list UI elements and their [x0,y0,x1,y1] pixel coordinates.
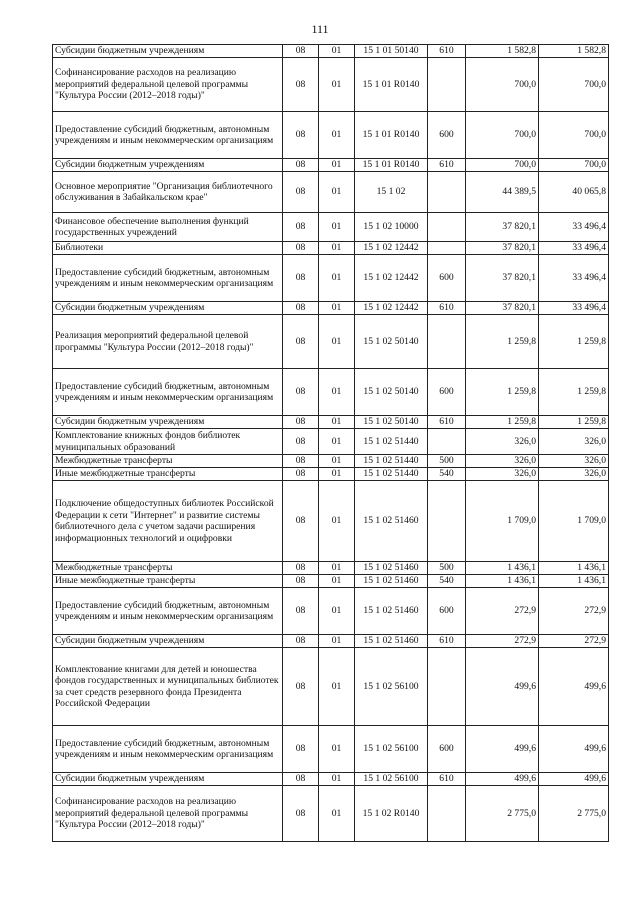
row-amount-2: 326,0 [539,429,609,455]
row-section: 08 [283,416,319,429]
row-subsection: 01 [319,575,355,588]
row-amount-2: 33 496,4 [539,213,609,242]
row-expense-type: 600 [428,588,466,635]
row-target-article: 15 1 02 51440 [355,429,428,455]
row-section: 08 [283,429,319,455]
row-subsection: 01 [319,315,355,369]
table-row [53,726,609,773]
row-expense-type: 600 [428,726,466,773]
budget-table [52,44,609,842]
row-amount-2: 2 775,0 [539,786,609,842]
row-amount-2: 700,0 [539,112,609,159]
table-row [53,302,609,315]
row-section: 08 [283,588,319,635]
row-name: Библиотеки [53,242,283,255]
row-subsection: 01 [319,369,355,416]
row-subsection: 01 [319,773,355,786]
row-expense-type: 610 [428,159,466,172]
row-subsection: 01 [319,562,355,575]
row-name: Предоставление субсидий бюджетным, автономным учреждениям и иным некоммерческим организациям [53,112,283,159]
row-name: Субсидии бюджетным учреждениям [53,45,283,58]
row-amount-1: 272,9 [466,635,539,648]
row-section: 08 [283,255,319,302]
row-subsection: 01 [319,58,355,112]
row-amount-1: 37 820,1 [466,255,539,302]
row-name: Субсидии бюджетным учреждениям [53,302,283,315]
row-amount-1: 1 436,1 [466,575,539,588]
table-row [53,369,609,416]
row-section: 08 [283,159,319,172]
row-amount-2: 33 496,4 [539,255,609,302]
row-section: 08 [283,45,319,58]
row-amount-2: 499,6 [539,648,609,726]
row-section: 08 [283,773,319,786]
row-name: Софинансирование расходов на реализацию мероприятий федеральной целевой программы "Культура России (2012–2018 годы)" [53,58,283,112]
row-name: Субсидии бюджетным учреждениям [53,159,283,172]
row-amount-1: 1 582,8 [466,45,539,58]
table-row [53,172,609,213]
row-subsection: 01 [319,455,355,468]
row-subsection: 01 [319,786,355,842]
row-target-article: 15 1 02 10000 [355,213,428,242]
row-amount-1: 37 820,1 [466,302,539,315]
row-expense-type: 610 [428,416,466,429]
row-target-article: 15 1 02 51460 [355,481,428,562]
row-section: 08 [283,172,319,213]
row-name: Предоставление субсидий бюджетным, автономным учреждениям и иным некоммерческим организациям [53,726,283,773]
row-target-article: 15 1 02 51460 [355,635,428,648]
row-amount-1: 1 259,8 [466,369,539,416]
row-subsection: 01 [319,635,355,648]
row-subsection: 01 [319,429,355,455]
row-target-article: 15 1 02 51440 [355,468,428,481]
row-subsection: 01 [319,159,355,172]
row-amount-1: 2 775,0 [466,786,539,842]
row-amount-1: 37 820,1 [466,213,539,242]
row-target-article: 15 1 02 50140 [355,315,428,369]
row-expense-type: 610 [428,635,466,648]
row-amount-1: 1 259,8 [466,315,539,369]
row-amount-2: 326,0 [539,468,609,481]
row-subsection: 01 [319,242,355,255]
table-row [53,255,609,302]
row-amount-1: 700,0 [466,159,539,172]
table-row [53,315,609,369]
row-target-article: 15 1 01 50140 [355,45,428,58]
row-amount-2: 1 259,8 [539,369,609,416]
row-name: Межбюджетные трансферты [53,562,283,575]
row-amount-2: 1 436,1 [539,562,609,575]
row-target-article: 15 1 01 R0140 [355,112,428,159]
row-amount-2: 1 582,8 [539,45,609,58]
row-amount-2: 272,9 [539,588,609,635]
row-subsection: 01 [319,726,355,773]
row-amount-1: 499,6 [466,648,539,726]
row-name: Субсидии бюджетным учреждениям [53,416,283,429]
row-section: 08 [283,575,319,588]
row-name: Предоставление субсидий бюджетным, автономным учреждениям и иным некоммерческим организациям [53,369,283,416]
row-name: Основное мероприятие "Организация библиотечного обслуживания в Забайкальском крае" [53,172,283,213]
row-name: Межбюджетные трансферты [53,455,283,468]
row-amount-2: 499,6 [539,726,609,773]
row-expense-type: 540 [428,468,466,481]
row-amount-1: 326,0 [466,429,539,455]
table-row [53,58,609,112]
row-amount-2: 499,6 [539,773,609,786]
row-section: 08 [283,302,319,315]
row-section: 08 [283,635,319,648]
row-section: 08 [283,112,319,159]
row-section: 08 [283,58,319,112]
table-row [53,786,609,842]
table-row [53,635,609,648]
row-amount-2: 1 259,8 [539,315,609,369]
row-amount-2: 1 259,8 [539,416,609,429]
row-expense-type: 610 [428,773,466,786]
row-target-article: 15 1 02 12442 [355,302,428,315]
table-row [53,455,609,468]
table-row [53,416,609,429]
row-target-article: 15 1 02 [355,172,428,213]
table-row [53,562,609,575]
row-subsection: 01 [319,112,355,159]
row-section: 08 [283,242,319,255]
table-row [53,112,609,159]
row-target-article: 15 1 02 R0140 [355,786,428,842]
row-subsection: 01 [319,255,355,302]
table-row [53,213,609,242]
row-expense-type [428,648,466,726]
row-amount-2: 272,9 [539,635,609,648]
row-amount-1: 1 709,0 [466,481,539,562]
row-name: Финансовое обеспечение выполнения функций государственных учреждений [53,213,283,242]
row-section: 08 [283,726,319,773]
row-amount-2: 1 709,0 [539,481,609,562]
row-expense-type: 610 [428,45,466,58]
row-subsection: 01 [319,416,355,429]
row-name: Субсидии бюджетным учреждениям [53,635,283,648]
row-target-article: 15 1 02 51460 [355,562,428,575]
row-expense-type [428,213,466,242]
table-row [53,575,609,588]
row-amount-2: 33 496,4 [539,302,609,315]
row-amount-1: 700,0 [466,112,539,159]
row-amount-2: 700,0 [539,159,609,172]
row-amount-1: 37 820,1 [466,242,539,255]
row-expense-type [428,429,466,455]
row-expense-type: 600 [428,369,466,416]
row-section: 08 [283,455,319,468]
row-target-article: 15 1 02 12442 [355,242,428,255]
row-subsection: 01 [319,172,355,213]
row-subsection: 01 [319,588,355,635]
row-amount-1: 499,6 [466,773,539,786]
row-amount-1: 1 436,1 [466,562,539,575]
row-expense-type: 600 [428,255,466,302]
row-amount-1: 326,0 [466,455,539,468]
table-row [53,468,609,481]
row-amount-1: 499,6 [466,726,539,773]
row-amount-2: 33 496,4 [539,242,609,255]
row-target-article: 15 1 02 51460 [355,588,428,635]
row-section: 08 [283,315,319,369]
row-expense-type: 610 [428,302,466,315]
row-section: 08 [283,648,319,726]
row-target-article: 15 1 02 51460 [355,575,428,588]
row-subsection: 01 [319,481,355,562]
row-section: 08 [283,213,319,242]
row-subsection: 01 [319,45,355,58]
row-amount-2: 40 065,8 [539,172,609,213]
page-number: 111 [311,22,329,36]
table-row [53,481,609,562]
row-section: 08 [283,562,319,575]
row-amount-1: 1 259,8 [466,416,539,429]
row-amount-1: 326,0 [466,468,539,481]
row-name: Иные межбюджетные трансферты [53,468,283,481]
row-name: Комплектование книгами для детей и юношества фондов государственных и муниципальных библиотек за счет средств резервного фонда Президента Российской Федерации [53,648,283,726]
row-subsection: 01 [319,213,355,242]
row-amount-2: 326,0 [539,455,609,468]
row-amount-2: 700,0 [539,58,609,112]
row-name: Субсидии бюджетным учреждениям [53,773,283,786]
row-expense-type [428,786,466,842]
row-subsection: 01 [319,648,355,726]
row-target-article: 15 1 02 56100 [355,773,428,786]
row-expense-type [428,58,466,112]
row-target-article: 15 1 01 R0140 [355,159,428,172]
row-name: Комплектование книжных фондов библиотек муниципальных образований [53,429,283,455]
row-name: Предоставление субсидий бюджетным, автономным учреждениям и иным некоммерческим организациям [53,588,283,635]
row-amount-1: 700,0 [466,58,539,112]
row-section: 08 [283,468,319,481]
row-expense-type [428,481,466,562]
row-expense-type: 500 [428,562,466,575]
row-target-article: 15 1 02 50140 [355,416,428,429]
row-target-article: 15 1 02 51440 [355,455,428,468]
row-target-article: 15 1 02 56100 [355,726,428,773]
row-expense-type [428,315,466,369]
row-section: 08 [283,786,319,842]
row-subsection: 01 [319,468,355,481]
table-row [53,429,609,455]
table-row [53,773,609,786]
row-expense-type [428,242,466,255]
row-section: 08 [283,369,319,416]
row-expense-type: 540 [428,575,466,588]
row-target-article: 15 1 02 50140 [355,369,428,416]
table-row [53,588,609,635]
row-name: Софинансирование расходов на реализацию мероприятий федеральной целевой программы "Культура России (2012–2018 годы)" [53,786,283,842]
table-row [53,45,609,58]
row-amount-1: 44 389,5 [466,172,539,213]
row-section: 08 [283,481,319,562]
row-target-article: 15 1 02 56100 [355,648,428,726]
row-amount-2: 1 436,1 [539,575,609,588]
row-target-article: 15 1 01 R0140 [355,58,428,112]
row-expense-type: 500 [428,455,466,468]
table-row [53,159,609,172]
row-target-article: 15 1 02 12442 [355,255,428,302]
row-name: Подключение общедоступных библиотек Российской Федерации к сети "Интернет" и развитие системы библиотечного дела с учетом задачи расширения информационных технологий и оцифровки [53,481,283,562]
row-expense-type: 600 [428,112,466,159]
row-expense-type [428,172,466,213]
row-subsection: 01 [319,302,355,315]
row-name: Реализация мероприятий федеральной целевой программы "Культура России (2012–2018 годы)" [53,315,283,369]
row-amount-1: 272,9 [466,588,539,635]
table-row [53,242,609,255]
row-name: Предоставление субсидий бюджетным, автономным учреждениям и иным некоммерческим организациям [53,255,283,302]
row-name: Иные межбюджетные трансферты [53,575,283,588]
table-row [53,648,609,726]
